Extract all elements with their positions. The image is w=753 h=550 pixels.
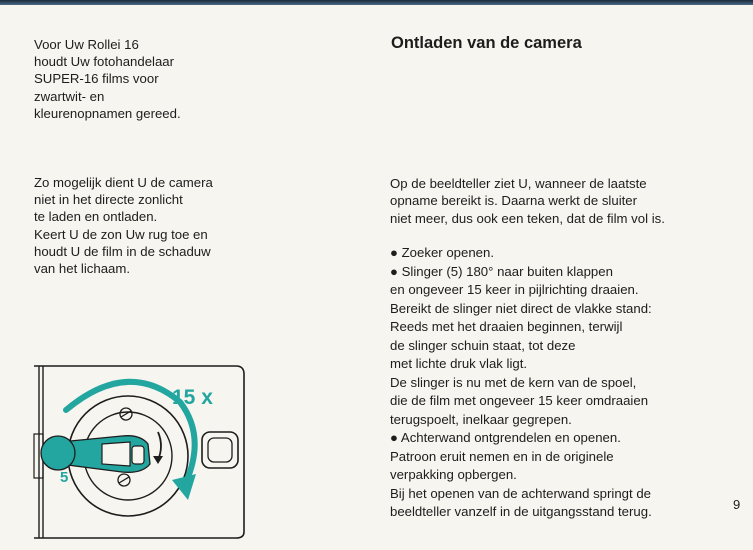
text-line: SUPER-16 films voor (34, 71, 159, 87)
instruction-line: verpakking opbergen. (390, 467, 517, 482)
turns-label: 15 x (172, 386, 213, 409)
right-intro-text (390, 175, 665, 227)
left-intro-text (34, 36, 181, 122)
text-line: houdt Uw fotohandelaar (34, 54, 175, 70)
rotation-arrowhead-icon (153, 456, 163, 464)
text-line: houdt U de film in de schaduw (34, 243, 211, 259)
instruction-line: ● Achterwand ontgrendelen en openen. (390, 430, 621, 445)
lever-number-label: 5 (60, 469, 69, 486)
instruction-line: Bij het openen van de achterwand springt de (390, 485, 652, 501)
text-line: Voor Uw Rollei 16 (34, 37, 139, 52)
rewind-lever-knob (132, 446, 144, 464)
text-line: Op de beeldteller ziet U, wanneer de laatste (390, 176, 647, 191)
instruction-line: met lichte druk vlak ligt. (390, 356, 528, 371)
page-number: 9 (733, 497, 741, 512)
text-line: zwartwit- en (34, 88, 105, 104)
rewind-lever-pivot (41, 436, 75, 470)
instruction-line: terugspoelt, inelkaar gegrepen. (390, 411, 572, 427)
instruction-line: die de film met ongeveer 15 keer omdraaien (390, 393, 649, 408)
left-advice-text (34, 174, 213, 277)
instruction-line: De slinger is nu met de kern van de spoel, (390, 374, 637, 390)
screw-icon (118, 474, 130, 486)
viewfinder-window-inner (208, 438, 232, 462)
instruction-line: de slinger schuin staat, tot deze (390, 337, 576, 353)
text-line: niet meer, dus ook een teken, dat de film vol is. (390, 210, 665, 226)
instruction-line: ● Zoeker openen. (390, 245, 495, 260)
instruction-line: Reeds met het draaien beginnen, terwijl (390, 319, 623, 334)
text-line: van het lichaam. (34, 261, 131, 277)
text-line: opname bereikt is. Daarna werkt de sluiter (390, 193, 638, 209)
text-line: Zo mogelijk dient U de camera (34, 175, 213, 190)
instruction-line: beeldteller vanzelf in de uitgangsstand terug. (390, 504, 652, 519)
rewind-lever-slot (102, 442, 130, 466)
text-line: kleurenopnamen gereed. (34, 105, 181, 121)
instruction-line: en ongeveer 15 keer in pijlrichting draaien. (390, 282, 639, 297)
turn-direction-arrowhead-icon (172, 474, 196, 500)
camera-rewind-illustration (30, 364, 248, 540)
instruction-line: Patroon eruit nemen en in de originele (390, 448, 614, 464)
rotation-arrow-icon (158, 432, 161, 460)
text-line: Keert U de zon Uw rug toe en (34, 226, 208, 242)
text-line: niet in het directe zonlicht (34, 192, 183, 208)
screw-icon (120, 408, 132, 420)
text-line: te laden en ontladen. (34, 209, 158, 225)
instruction-line: ● Slinger (5) 180° naar buiten klappen (390, 263, 613, 279)
instruction-list (390, 244, 652, 522)
top-edge-bar (0, 0, 753, 5)
section-title: Ontladen van de camera (391, 34, 582, 52)
instruction-line: Bereikt de slinger niet direct de vlakke stand: (390, 300, 652, 316)
